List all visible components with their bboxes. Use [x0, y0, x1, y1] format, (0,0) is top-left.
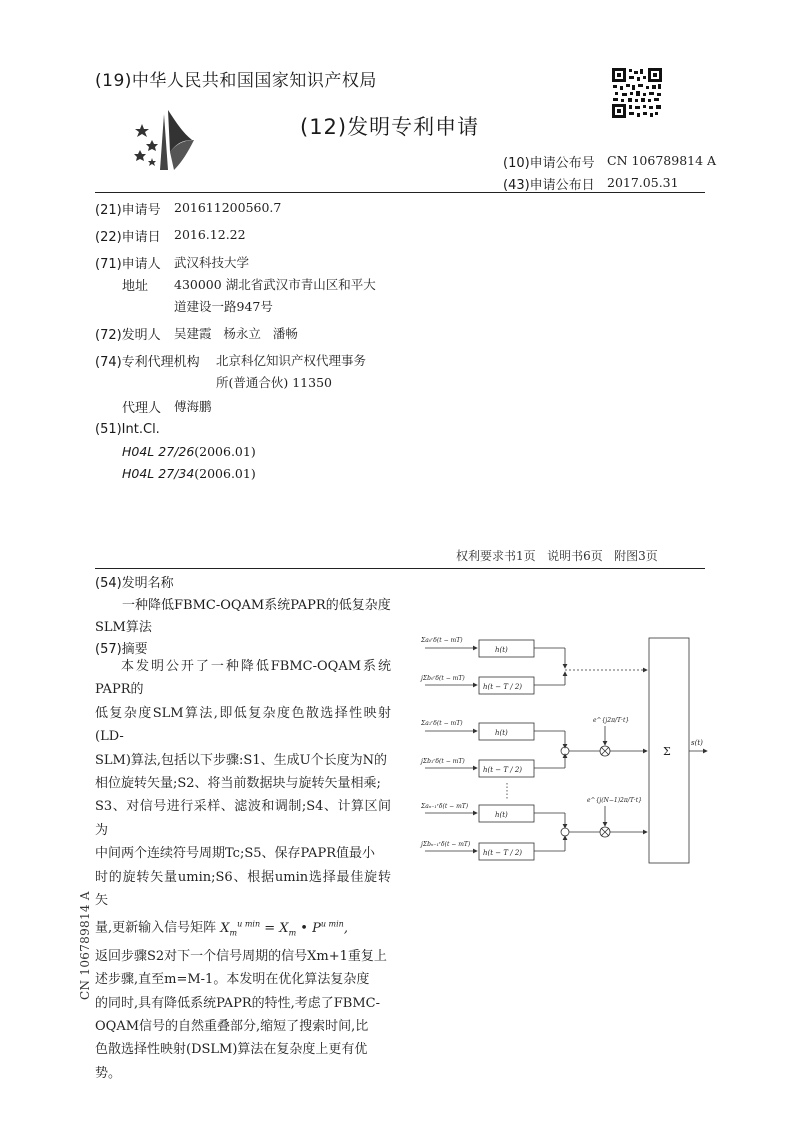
publication-date: 2017.05.31 [607, 175, 679, 190]
phase-label: e^{j(N−1)2π/T·t} [587, 797, 642, 804]
input-signal-label: Σa₀ʳδ(t − mT) [421, 637, 463, 644]
int-cl-label: (51)Int.Cl. [95, 422, 160, 437]
abstract-line: S3、对信号进行采样、滤波和调制;S4、计算区间为 [95, 799, 391, 838]
agent: 傅海鹏 [174, 399, 212, 414]
abstract-line: OQAM信号的自然重叠部分,缩短了搜索时间,比 [95, 1019, 369, 1035]
filter-block-label: h(t) [495, 646, 508, 654]
filter-block-label: h(t) [495, 811, 508, 819]
document-type: (12)发明专利申请 [300, 115, 480, 139]
abstract-line: 量,更新输入信号矩阵 [95, 920, 217, 936]
inventors: 吴建霞 杨永立 潘畅 [174, 326, 298, 341]
abstract-line: 色散选择性映射(DSLM)算法在复杂度上更有优 [95, 1042, 368, 1058]
inventor-label: (72)发明人 [95, 328, 161, 343]
input-signal-label: Σaₙ₋₁ʳδ(t − mT) [421, 803, 469, 810]
ipc-entry [122, 444, 256, 459]
output-signal-label: s(t) [691, 739, 703, 747]
publication-number: CN 106789814 A [607, 153, 717, 168]
application-date-label: (22)申请日 [95, 230, 161, 245]
qr-code-icon [612, 68, 662, 118]
abstract-text [95, 655, 391, 1085]
abstract-line-with-formula [95, 912, 391, 944]
abstract-line: 述步骤,直至m=M-1。本发明在优化算法复杂度 [95, 972, 370, 988]
pages-info: 权利要求书1页 说明书6页 附图3页 [456, 549, 658, 563]
abstract-figure [415, 628, 715, 868]
application-number: 201611200560.7 [174, 200, 282, 215]
abstract-line: 低复杂度SLM算法,即低复杂度色散选择性映射(LD- [95, 705, 391, 745]
sum-symbol: Σ [663, 745, 671, 758]
agent-label: 代理人 [122, 401, 162, 416]
address-line-1: 430000 湖北省武汉市青山区和平大 [174, 277, 376, 292]
filter-block-label: h(t − T / 2) [483, 766, 523, 774]
formula-image: $X_m^{u min} = X_m$ • $P^{u min}$, [220, 919, 348, 938]
abstract-line: SLM)算法,包括以下步骤:S1、生成U个长度为N的 [95, 752, 387, 768]
application-number-label: (21)申请号 [95, 203, 161, 218]
ipc-code: H04L 27/34 [122, 466, 195, 481]
abstract-divider [95, 568, 705, 569]
abstract-line: 中间两个连续符号周期Tc;S5、保存PAPR值最小 [95, 846, 375, 862]
header-divider [95, 192, 705, 193]
abstract-line: 相位旋转矢量;S2、将当前数据块与旋转矢量相乘; [95, 776, 381, 792]
ipc-version: (2006.01) [194, 444, 256, 459]
side-publication-number: CN 106789814 A [78, 891, 92, 1000]
abstract-line: 本发明公开了一种降低FBMC-OQAM系统PAPR的 [95, 659, 391, 698]
input-signal-label: jΣb₁ʳδ(t − mT) [421, 758, 465, 765]
application-date: 2016.12.22 [174, 227, 246, 242]
abstract-line: 返回步骤S2对下一个信号周期的信号Xm+1重复上 [95, 948, 387, 964]
title-label: (54)发明名称 [95, 576, 174, 591]
filter-block-label: h(t − T / 2) [483, 849, 523, 857]
filter-block-label: h(t) [495, 729, 508, 737]
address-label: 地址 [122, 279, 149, 294]
ipc-entry [122, 466, 256, 481]
abstract-line: 势。 [95, 1065, 122, 1081]
address-line-2: 道建设一路947号 [174, 299, 273, 314]
abstract-label: (57)摘要 [95, 642, 148, 657]
applicant-label: (71)申请人 [95, 257, 161, 272]
agency-line-1: 北京科亿知识产权代理事务 [216, 353, 367, 368]
abstract-line: 时的旋转矢量umin;S6、根据umin选择最佳旋转矢 [95, 869, 391, 909]
publication-number-label: (10)申请公布号 [503, 156, 595, 171]
agency-line-2: 所(普通合伙) 11350 [216, 375, 332, 390]
phase-label: e^{j2π/T·t} [593, 717, 630, 724]
filter-block-label: h(t − T / 2) [483, 683, 523, 691]
ipc-code: H04L 27/26 [122, 444, 195, 459]
input-signal-label: Σa₁ʳδ(t − mT) [421, 720, 463, 727]
invention-title-line-2: SLM算法 [95, 620, 152, 635]
office-name: (19)中华人民共和国国家知识产权局 [95, 71, 377, 91]
input-signal-label: jΣb₀ʳδ(t − mT) [421, 675, 465, 682]
cnipa-logo-icon [130, 104, 210, 176]
invention-title-line-1: 一种降低FBMC-OQAM系统PAPR的低复杂度 [122, 598, 391, 613]
input-signal-label: jΣbₙ₋₁ʳδ(t − mT) [421, 841, 471, 848]
applicant: 武汉科技大学 [174, 255, 250, 270]
abstract-line: 的同时,具有降低系统PAPR的特性,考虑了FBMC- [95, 995, 380, 1011]
agency-label: (74)专利代理机构 [95, 355, 200, 370]
ipc-version: (2006.01) [194, 466, 256, 481]
publication-date-label: (43)申请公布日 [503, 178, 595, 193]
